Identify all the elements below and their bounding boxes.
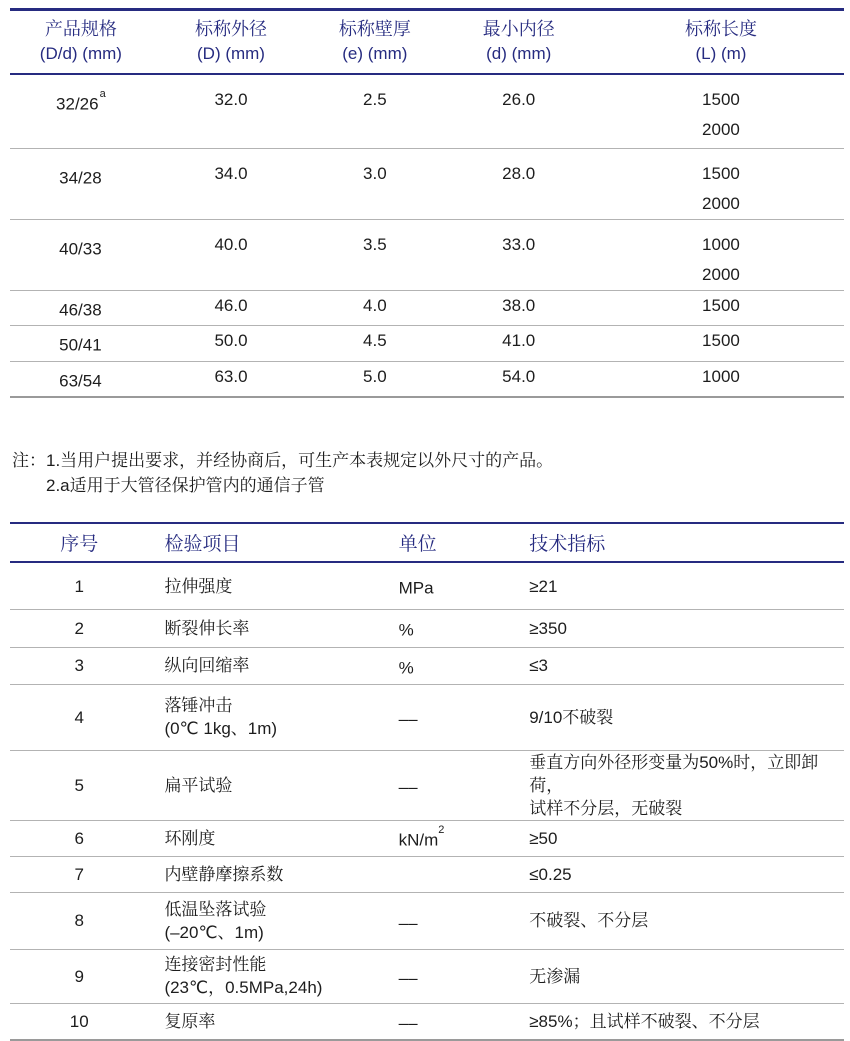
cell-unit (389, 856, 517, 892)
unit-superscript: 2 (438, 824, 445, 837)
spec-line: ≥85%；且试样不破裂、不分层 (529, 1012, 760, 1032)
cell-outer-diameter: 46.0 (214, 295, 248, 315)
cell-test-item (148, 750, 388, 820)
footnote-lines (46, 448, 844, 498)
test-item-line: 拉伸强度 (164, 576, 233, 596)
length-value: 1500 (702, 295, 740, 315)
cell-outer-diameter: 32.0 (214, 90, 248, 109)
cell-min-inner-diameter: 54.0 (502, 366, 536, 386)
test-table-row (10, 892, 844, 949)
test-item-line: (23℃，0.5MPa,24h) (164, 978, 323, 998)
header-sublabel: (d) (mm) (486, 44, 552, 63)
cell-index: 2 (74, 618, 84, 638)
unit-value: % (398, 658, 414, 678)
test-table-header-row (10, 523, 844, 562)
header-label: 产品规格 (44, 19, 117, 39)
spec-line: 垂直方向外径形变量为50%时，立即卸荷， (529, 752, 819, 795)
cell-product-spec (10, 219, 152, 290)
test-item-line: 连接密封性能 (164, 955, 267, 975)
unit-value: kN/m (398, 830, 439, 850)
cell-unit (389, 647, 517, 684)
length-value: 1000 (702, 366, 740, 386)
cell-lengths (598, 148, 844, 219)
length-value: 2000 (702, 120, 740, 139)
test-header-index: 序号 (60, 534, 99, 556)
unit-value: –– (398, 777, 418, 797)
spec-header-wall-thickness (310, 10, 439, 75)
cell-product-spec (10, 74, 152, 148)
length-value: 1500 (702, 90, 740, 109)
cell-index: 7 (74, 864, 84, 884)
test-table-row (10, 820, 844, 856)
cell-outer-diameter: 63.0 (214, 366, 248, 386)
test-table-row (10, 949, 844, 1003)
footnotes (12, 448, 844, 498)
test-item-line: (0℃ 1kg、1m) (164, 719, 278, 739)
header-label: 标称壁厚 (338, 19, 411, 39)
unit-value: –– (398, 709, 418, 729)
cell-test-item (148, 820, 388, 856)
test-table-row (10, 562, 844, 609)
cell-product-spec (10, 290, 152, 326)
cell-wall-thickness: 3.0 (363, 163, 387, 183)
cell-technical-spec (516, 562, 844, 609)
header-label: 标称外径 (194, 19, 267, 39)
header-sublabel: (e) (mm) (342, 44, 408, 63)
header-sublabel: (L) (m) (695, 44, 747, 63)
footnote-line: 1.当用户提出要求，并经协商后，可生产本表规定以外尺寸的产品。 (46, 451, 554, 471)
cell-outer-diameter: 40.0 (214, 234, 248, 254)
spec-line: ≥50 (529, 828, 558, 848)
footnote-marker: a (99, 88, 106, 100)
test-table-row (10, 684, 844, 750)
cell-lengths (598, 361, 844, 397)
product-spec-value: 40/33 (59, 239, 102, 259)
cell-technical-spec (516, 684, 844, 750)
cell-technical-spec (516, 647, 844, 684)
unit-value: MPa (398, 578, 434, 598)
test-table-row (10, 750, 844, 820)
test-item-line: 纵向回缩率 (164, 656, 250, 676)
test-item-line: 扁平试验 (164, 775, 233, 795)
test-table-row (10, 609, 844, 647)
cell-wall-thickness: 2.5 (363, 90, 387, 109)
spec-table-row (10, 361, 844, 397)
spec-table-row (10, 290, 844, 326)
cell-product-spec (10, 326, 152, 362)
spec-table-row (10, 148, 844, 219)
test-item-line: 低温坠落试验 (164, 899, 267, 919)
product-spec-value: 32/26 (56, 94, 99, 114)
spec-line: 无渗漏 (529, 966, 581, 986)
cell-lengths (598, 219, 844, 290)
cell-test-item (148, 1003, 388, 1040)
cell-technical-spec (516, 750, 844, 820)
cell-index: 10 (69, 1012, 89, 1032)
cell-lengths (598, 74, 844, 148)
spec-line: 不破裂、不分层 (529, 911, 649, 931)
cell-index: 4 (74, 707, 84, 727)
cell-technical-spec (516, 949, 844, 1003)
spec-table-header-row (10, 10, 844, 75)
cell-unit (389, 1003, 517, 1040)
spec-line: ≤0.25 (529, 864, 572, 884)
spec-header-min-inner-diameter (439, 10, 597, 75)
header-label: 最小内径 (482, 19, 555, 39)
unit-value: –– (398, 1014, 418, 1034)
length-value: 2000 (702, 193, 740, 213)
cell-technical-spec (516, 820, 844, 856)
spec-table-row (10, 326, 844, 362)
test-item-line: 断裂伸长率 (164, 618, 250, 638)
cell-technical-spec (516, 892, 844, 949)
product-spec-value: 50/41 (59, 335, 102, 355)
cell-test-item (148, 856, 388, 892)
header-sublabel: (D) (mm) (197, 44, 265, 63)
test-item-line: (–20℃、1m) (164, 922, 264, 942)
cell-lengths (598, 326, 844, 362)
test-items-table (10, 522, 844, 1041)
cell-outer-diameter: 34.0 (214, 163, 248, 183)
spec-header-outer-diameter (152, 10, 310, 75)
cell-unit (389, 949, 517, 1003)
unit-value: % (398, 620, 414, 640)
test-item-line: 落锤冲击 (164, 696, 233, 716)
test-header-unit: 单位 (398, 534, 437, 556)
spec-line: ≤3 (529, 656, 549, 676)
unit-value: –– (398, 968, 418, 988)
cell-index: 1 (74, 576, 84, 596)
cell-technical-spec (516, 609, 844, 647)
footnote-line: 2.a适用于大管径保护管内的通信子管 (46, 476, 325, 496)
cell-index: 9 (74, 966, 84, 986)
product-spec-value: 63/54 (59, 371, 102, 391)
cell-wall-thickness: 4.0 (363, 295, 387, 315)
test-item-line: 复原率 (164, 1012, 216, 1032)
cell-product-spec (10, 361, 152, 397)
test-table-row (10, 856, 844, 892)
spec-line: ≥21 (529, 576, 558, 596)
test-table-row (10, 1003, 844, 1040)
cell-min-inner-diameter: 33.0 (502, 234, 536, 254)
product-spec-table (10, 8, 844, 398)
cell-test-item (148, 609, 388, 647)
cell-test-item (148, 949, 388, 1003)
cell-unit (389, 892, 517, 949)
length-value: 1500 (702, 331, 740, 351)
spec-line: 试样不分层，无破裂 (529, 798, 683, 818)
test-item-line: 内壁静摩擦系数 (164, 864, 284, 884)
spec-header-product (10, 10, 152, 75)
spec-table-row (10, 74, 844, 148)
spec-header-length (598, 10, 844, 75)
cell-unit (389, 684, 517, 750)
cell-test-item (148, 562, 388, 609)
cell-technical-spec (516, 1003, 844, 1040)
spec-line: 9/10不破裂 (529, 707, 614, 727)
cell-unit (389, 750, 517, 820)
cell-wall-thickness: 3.5 (363, 234, 387, 254)
test-header-item: 检验项目 (164, 534, 241, 556)
cell-test-item (148, 892, 388, 949)
product-spec-value: 46/38 (59, 300, 102, 320)
cell-test-item (148, 684, 388, 750)
cell-product-spec (10, 148, 152, 219)
length-value: 2000 (702, 264, 740, 284)
cell-wall-thickness: 4.5 (363, 331, 387, 351)
cell-test-item (148, 647, 388, 684)
product-spec-value: 34/28 (59, 168, 102, 188)
cell-min-inner-diameter: 26.0 (502, 90, 536, 109)
cell-lengths (598, 290, 844, 326)
cell-index: 8 (74, 911, 84, 931)
test-item-line: 环刚度 (164, 828, 216, 848)
cell-min-inner-diameter: 38.0 (502, 295, 536, 315)
spec-table-row (10, 219, 844, 290)
cell-unit (389, 562, 517, 609)
test-table-row (10, 647, 844, 684)
cell-min-inner-diameter: 28.0 (502, 163, 536, 183)
cell-unit (389, 820, 517, 856)
cell-index: 3 (74, 656, 84, 676)
cell-technical-spec (516, 856, 844, 892)
spec-line: ≥350 (529, 618, 567, 638)
length-value: 1500 (702, 163, 740, 183)
footnote-prefix: 注： (12, 451, 46, 471)
cell-min-inner-diameter: 41.0 (502, 331, 536, 351)
length-value: 1000 (702, 234, 740, 254)
cell-index: 5 (74, 775, 84, 795)
cell-index: 6 (74, 828, 84, 848)
cell-wall-thickness: 5.0 (363, 366, 387, 386)
cell-unit (389, 609, 517, 647)
header-sublabel: (D/d) (mm) (39, 44, 122, 63)
cell-outer-diameter: 50.0 (214, 331, 248, 351)
unit-value: –– (398, 913, 418, 933)
test-header-technical-spec: 技术指标 (529, 534, 606, 556)
header-label: 标称长度 (684, 19, 757, 39)
